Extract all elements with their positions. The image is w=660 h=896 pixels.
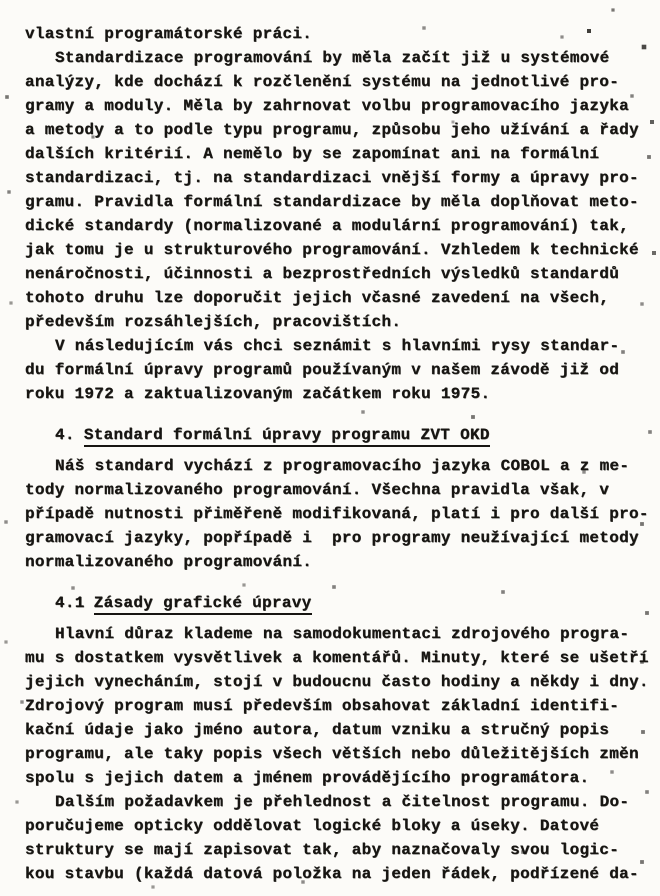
text-line: případě nutnosti přiměřeně modifikovaná, platí i pro další pro- [25,505,649,523]
text-line: nenáročnosti, účinnosti a bezprostředních výsledků standardů [25,265,620,283]
text-line: především rozsáhlejších, pracovištích. [25,313,402,331]
text-line: a metody a to podle typu programu, způsobu jeho užívání a řady [25,121,639,139]
text-line: Náš standard vychází z programovacího jazyka COBOL a z me- [55,457,630,475]
text-line: tohoto druhu lze doporučit jejich včasné zavedení na všech, [25,289,610,307]
heading-title-underlined: Standard formální úpravy programu ZVT OKD [84,426,490,447]
heading-title-underlined: Zásady grafické úpravy [94,594,312,615]
heading-number: 4.1 [55,594,85,612]
text-line: vlastní programátorské práci. [25,25,313,43]
text-line: dalších kritérií. A nemělo by se zapomínat ani na formální [25,145,600,163]
text-line: kou stavbu (každá datová položka na jeden řádek, podřízené da- [25,865,639,883]
text-line: normalizovaného programování. [25,553,313,571]
text-line: roku 1972 a zaktualizovaným začátkem roku 1975. [25,385,491,403]
text-line: analýzy, kde dochází k rozčlenění systému na jednotlivé pro- [25,73,620,91]
heading-number: 4. [55,426,75,444]
text-line: struktury se mají zapisovat tak, aby naznačovaly svou logic- [25,841,620,859]
text-line: standardizaci, tj. na standardizaci vnější formy a úpravy pro- [25,169,639,187]
text-line: gramy a moduly. Měla by zahrnovat volbu programovacího jazyka [25,97,629,115]
text-line: dické standardy (normalizované a modulární programování) tak, [25,217,629,235]
text-line: kační údaje jako jméno autora, datum vzniku a stručný popis [25,721,610,739]
text-line: du formální úpravy programů používaným v našem závodě již od [25,361,620,379]
section-heading [25,591,648,615]
text-line: jak tomu je u strukturového programování. Vzhledem k technické [25,241,639,259]
text-line: gramovací jazyky, popřípadě i pro programy neužívající metody [25,529,639,547]
section-heading [25,423,648,447]
scan-noise-speckles [0,0,2,2]
text-line: Dalším požadavkem je přehlednost a čitelnost programu. Do- [55,793,630,811]
document-text [25,22,648,886]
text-line: spolu s jejich datem a jménem provádějícího programátora. [25,769,590,787]
text-line: programu, ale taky popis všech větších nebo důležitějších změn [25,745,639,763]
text-line: V následujícím vás chci seznámit s hlavními rysy standar- [55,337,620,355]
text-line: Zdrojový program musí především obsahovat základní identifi- [25,697,620,715]
text-line: tody normalizovaného programování. Všechna pravidla však, v [25,481,610,499]
text-line: mu s dostatkem vysvětlivek a komentářů. Minuty, které se ušetří [25,649,649,667]
text-line: Hlavní důraz klademe na samodokumentaci zdrojového progra- [55,625,630,643]
text-line: poručujeme opticky oddělovat logické bloky a úseky. Datové [25,817,600,835]
text-line: jejich vynecháním, stojí v budoucnu často hodiny a někdy i dny. [25,673,649,691]
text-line: Standardizace programování by měla začít již u systémové [55,49,610,67]
text-line: gramu. Pravidla formální standardizace by měla doplňovat meto- [25,193,639,211]
